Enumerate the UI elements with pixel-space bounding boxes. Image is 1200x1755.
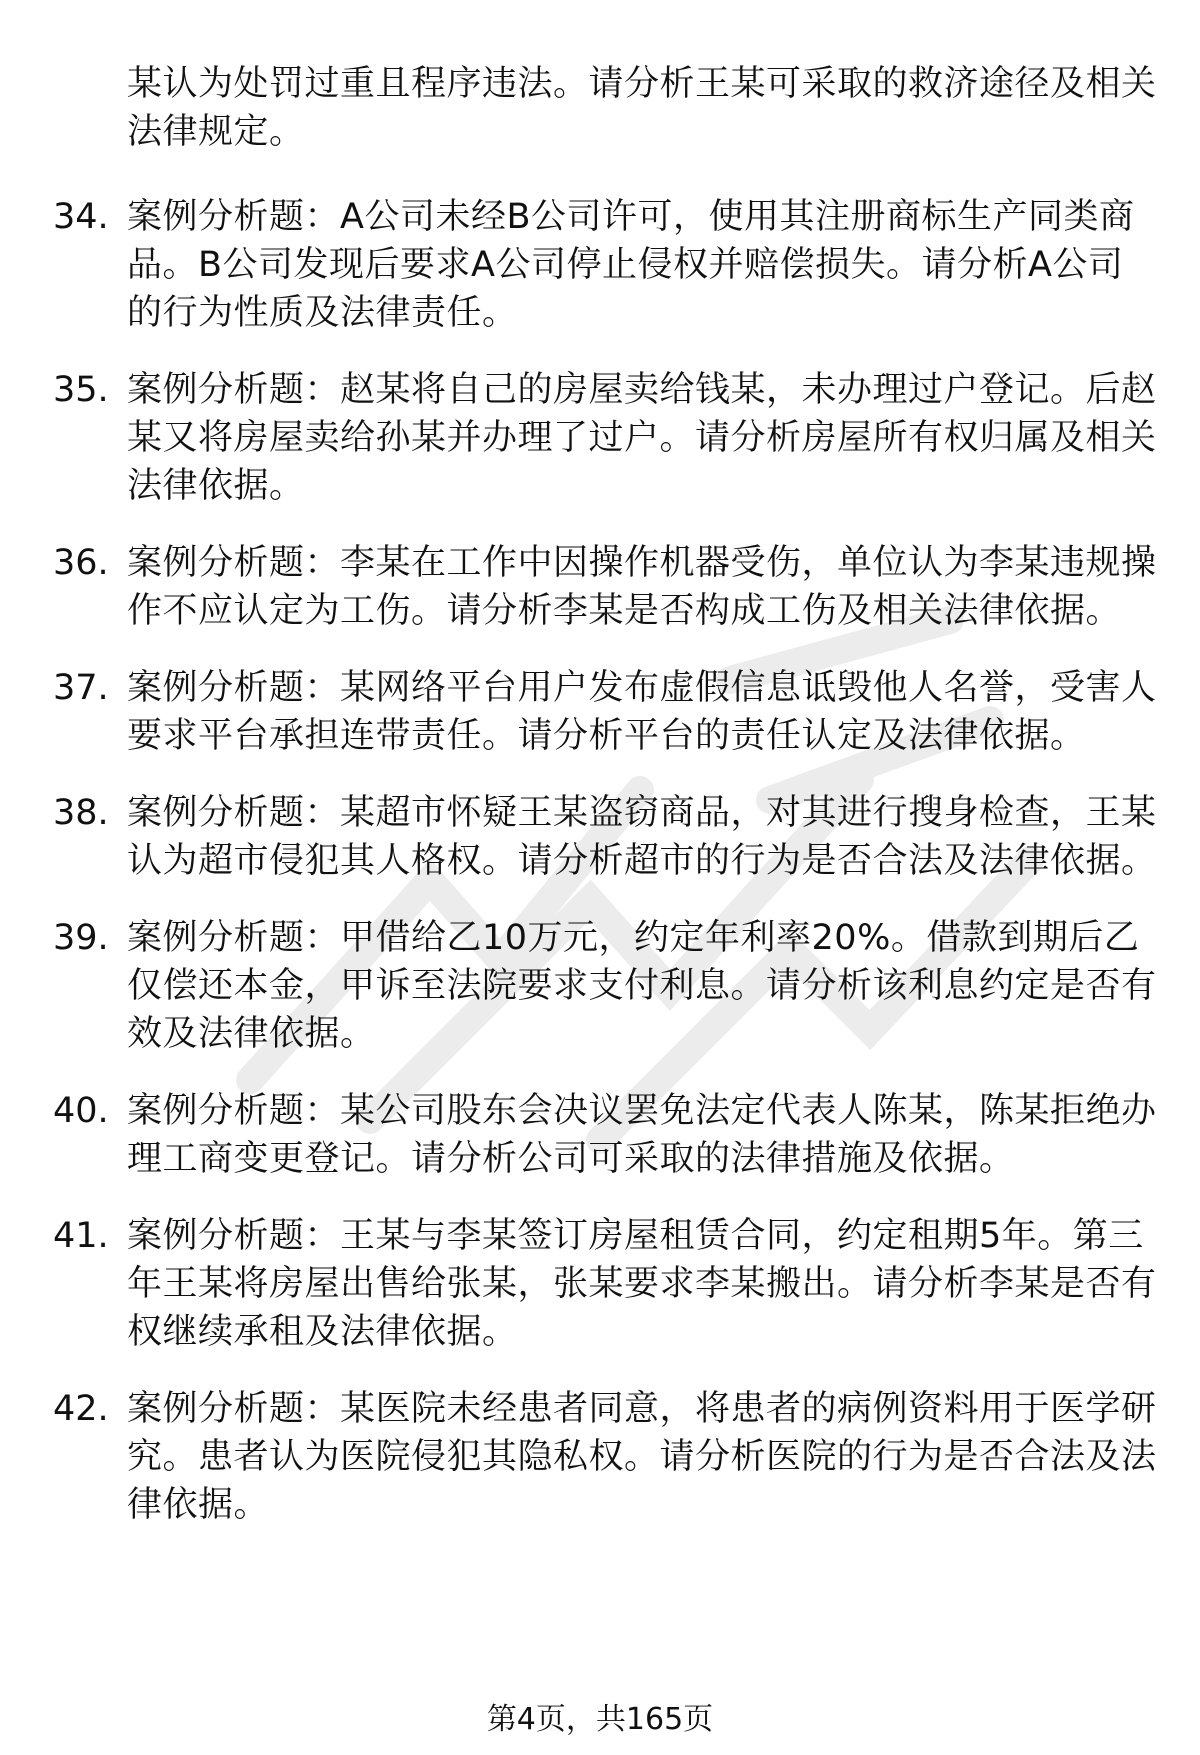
question-text: 案例分析题：A公司未经B公司许可，使用其注册商标生产同类商品。B公司发现后要求A公司停止侵权并赔偿损失。请分析A公司的行为性质及法律责任。 xyxy=(127,197,1135,333)
question-number: 36. xyxy=(53,543,109,583)
question-text: 案例分析题：李某在工作中因操作机器受伤，单位认为李某违规操作不应认定为工伤。请分析李某是否构成工伤及相关法律依据。 xyxy=(127,543,1157,631)
question-number: 40. xyxy=(53,1091,109,1131)
question-item xyxy=(0,664,1200,760)
question-item xyxy=(0,1087,1200,1183)
question-item xyxy=(0,366,1200,510)
question-text: 案例分析题：某超市怀疑王某盗窃商品，对其进行搜身检查，王某认为超市侵犯其人格权。请分析超市的行为是否合法及法律依据。 xyxy=(127,793,1157,881)
question-number: 41. xyxy=(53,1216,109,1256)
question-number: 38. xyxy=(53,793,109,833)
question-item xyxy=(0,914,1200,1058)
question-number: 34. xyxy=(53,197,109,237)
question-number: 37. xyxy=(53,668,109,708)
question-text: 案例分析题：某网络平台用户发布虚假信息诋毁他人名誉，受害人要求平台承担连带责任。请分析平台的责任认定及法律依据。 xyxy=(127,668,1157,756)
question-item xyxy=(0,193,1200,337)
question-item xyxy=(0,1212,1200,1356)
question-list xyxy=(0,193,1200,1558)
question-number: 35. xyxy=(53,370,109,410)
question-text: 案例分析题：甲借给乙10万元，约定年利率20%。借款到期后乙仅偿还本金，甲诉至法院要求支付利息。请分析该利息约定是否有效及法律依据。 xyxy=(127,918,1157,1054)
question-item xyxy=(0,539,1200,635)
question-text: 案例分析题：某公司股东会决议罢免法定代表人陈某，陈某拒绝办理工商变更登记。请分析公司可采取的法律措施及依据。 xyxy=(127,1091,1157,1179)
question-text: 案例分析题：王某与李某签订房屋租赁合同，约定租期5年。第三年王某将房屋出售给张某，张某要求李某搬出。请分析李某是否有权继续承租及法律依据。 xyxy=(127,1216,1157,1352)
question-number: 39. xyxy=(53,918,109,958)
page-footer: 第4页，共165页 xyxy=(486,1702,714,1737)
question-item xyxy=(0,1385,1200,1529)
question-item xyxy=(0,789,1200,885)
question-text: 案例分析题：赵某将自己的房屋卖给钱某，未办理过户登记。后赵某又将房屋卖给孙某并办理了过户。请分析房屋所有权归属及相关法律依据。 xyxy=(127,370,1157,506)
question-number: 42. xyxy=(53,1389,109,1429)
question-text: 案例分析题：某医院未经患者同意，将患者的病例资料用于医学研究。患者认为医院侵犯其隐私权。请分析医院的行为是否合法及法律依据。 xyxy=(127,1389,1157,1525)
continued-question-text: 某认为处罚过重且程序违法。请分析王某可采取的救济途径及相关法律规定。 xyxy=(127,64,1157,152)
